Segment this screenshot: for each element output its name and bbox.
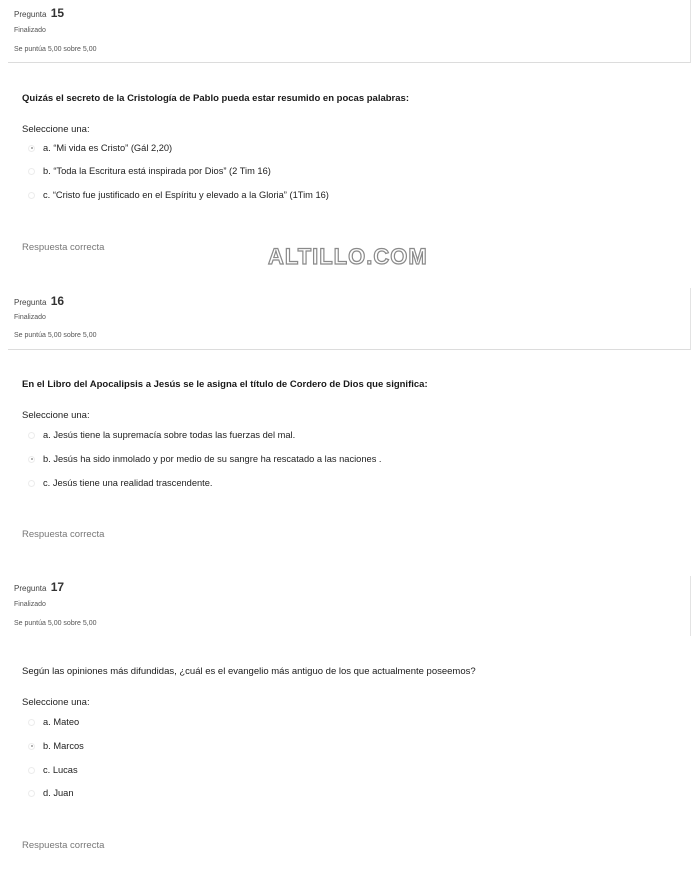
option-label: c. “Cristo fue justificado en el Espíritu y elevado a la Gloria” (1Tim 16) xyxy=(43,190,329,200)
feedback-text: Respuesta correcta xyxy=(22,242,105,253)
answer-option[interactable] xyxy=(28,164,271,178)
radio-button[interactable] xyxy=(28,790,35,797)
radio-button[interactable] xyxy=(28,456,35,463)
answer-option[interactable] xyxy=(28,786,74,800)
radio-button[interactable] xyxy=(28,719,35,726)
question-state: Finalizado xyxy=(14,601,46,608)
radio-button[interactable] xyxy=(28,480,35,487)
radio-button[interactable] xyxy=(28,145,35,152)
answer-option[interactable] xyxy=(28,476,213,490)
radio-button[interactable] xyxy=(28,168,35,175)
answer-option[interactable] xyxy=(28,188,329,202)
select-one-prompt: Seleccione una: xyxy=(22,124,90,135)
question-number: Pregunta 17 xyxy=(14,580,65,594)
option-label: b. Marcos xyxy=(43,741,84,751)
option-label: d. Juan xyxy=(43,788,74,798)
question-grade: Se puntúa 5,00 sobre 5,00 xyxy=(14,332,97,339)
option-label: a. Mateo xyxy=(43,717,80,727)
question-grade: Se puntúa 5,00 sobre 5,00 xyxy=(14,620,97,627)
feedback-text: Respuesta correcta xyxy=(22,529,105,540)
option-label: c. Lucas xyxy=(43,765,78,775)
option-label: b. Jesús ha sido inmolado y por medio de su sangre ha rescatado a las naciones . xyxy=(43,454,382,464)
option-label: b. “Toda la Escritura está inspirada por Dios” (2 Tim 16) xyxy=(43,166,271,176)
feedback-text: Respuesta correcta xyxy=(22,840,105,851)
radio-button[interactable] xyxy=(28,743,35,750)
watermark: ALTILLO.COM xyxy=(268,244,428,269)
radio-button[interactable] xyxy=(28,192,35,199)
question-state: Finalizado xyxy=(14,314,46,321)
question-text: Según las opiniones más difundidas, ¿cuál es el evangelio más antiguo de los que actualmente poseemos? xyxy=(22,666,476,677)
select-one-prompt: Seleccione una: xyxy=(22,410,90,421)
answer-option[interactable] xyxy=(28,141,172,155)
answer-option[interactable] xyxy=(28,763,78,777)
question-text: En el Libro del Apocalipsis a Jesús se le asigna el título de Cordero de Dios que significa: xyxy=(22,379,428,390)
answer-option[interactable] xyxy=(28,739,84,753)
question-info-panel xyxy=(8,576,691,636)
question-number: Pregunta 16 xyxy=(14,294,65,308)
answer-option[interactable] xyxy=(28,715,79,729)
question-info-panel xyxy=(8,288,691,350)
answer-option[interactable] xyxy=(28,428,295,442)
question-grade: Se puntúa 5,00 sobre 5,00 xyxy=(14,46,97,53)
option-label: a. “Mi vida es Cristo” (Gál 2,20) xyxy=(43,143,173,153)
question-state: Finalizado xyxy=(14,27,46,34)
select-one-prompt: Seleccione una: xyxy=(22,697,90,708)
radio-button[interactable] xyxy=(28,767,35,774)
question-text: Quizás el secreto de la Cristología de Pablo pueda estar resumido en pocas palabras: xyxy=(22,93,409,104)
question-number: Pregunta 15 xyxy=(14,6,65,20)
question-info-panel xyxy=(8,0,691,63)
answer-option[interactable] xyxy=(28,452,382,466)
option-label: a. Jesús tiene la supremacía sobre todas las fuerzas del mal. xyxy=(43,430,296,440)
option-label: c. Jesús tiene una realidad trascendente. xyxy=(43,478,213,488)
radio-button[interactable] xyxy=(28,432,35,439)
